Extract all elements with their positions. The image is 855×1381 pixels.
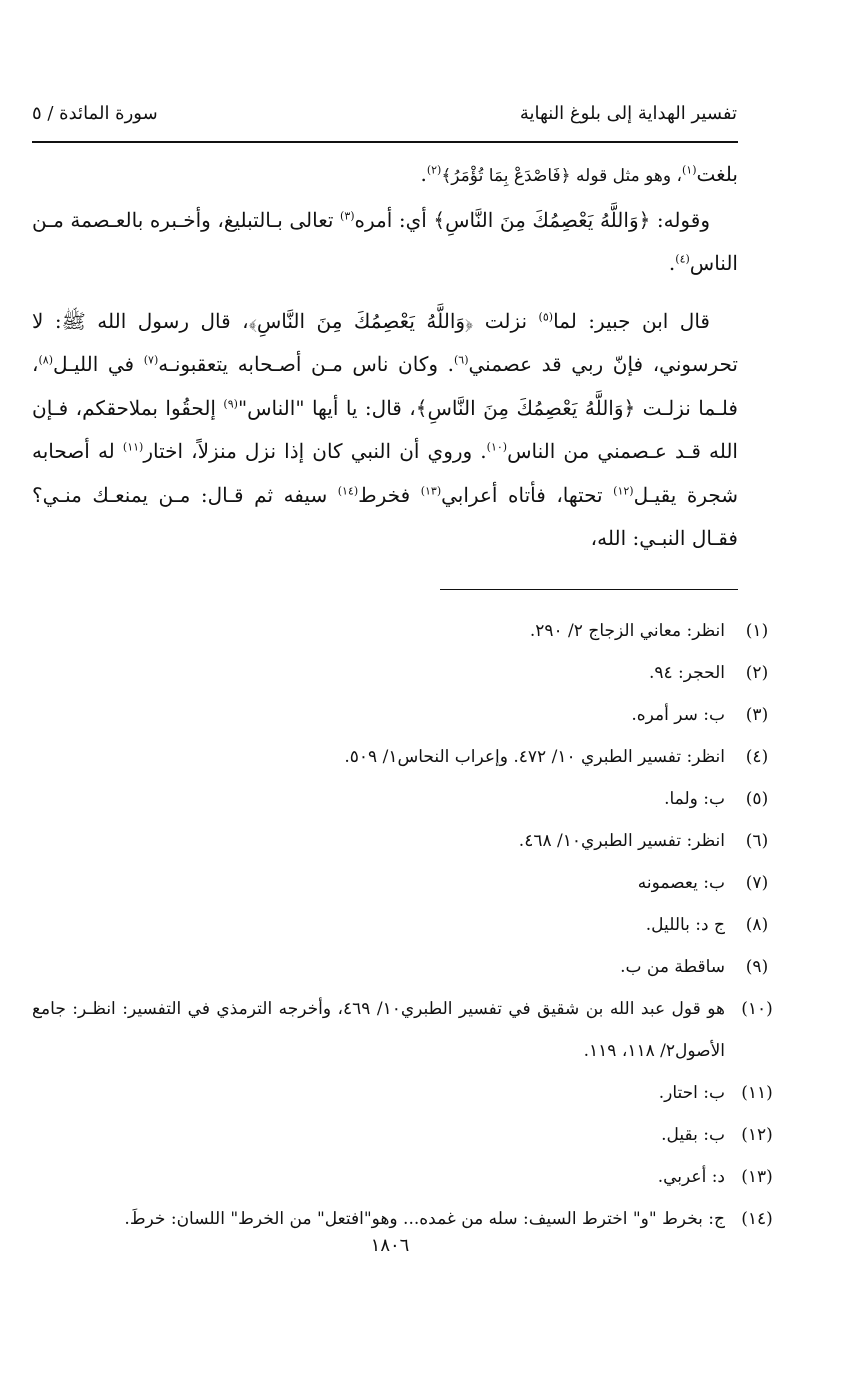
footnote-number: (١١) xyxy=(741,1083,773,1103)
footnote-number: (٤) xyxy=(745,747,769,767)
running-header xyxy=(32,96,737,130)
footnote-ref: (١٣) xyxy=(420,483,442,497)
footnote-ref: (٧) xyxy=(143,353,159,367)
footnote-item xyxy=(32,778,777,820)
footnote-number: (٦) xyxy=(745,831,769,851)
text-run: قال ابن جبير: لما xyxy=(553,308,710,333)
text-run: تعالى بـالتبليغ، وأخـبره بالعـصمة مـن الناس xyxy=(32,207,738,275)
main-text xyxy=(32,153,738,575)
text-run: سيفه ثم قـال: مـن يمنعـك منـي؟ فقـال النبـي: الله، xyxy=(32,482,738,550)
footnote-ref: (٦) xyxy=(453,353,469,367)
footnote-item xyxy=(32,694,777,736)
footnote-number: (١٤) xyxy=(741,1209,773,1229)
paragraph-1 xyxy=(32,153,738,199)
paragraph-3 xyxy=(32,300,738,561)
footnote-ref: (٣) xyxy=(340,208,355,222)
footnote-item xyxy=(32,904,777,946)
footnote-divider xyxy=(440,589,738,590)
footnote-item xyxy=(32,652,777,694)
footnote-text: الحجر: ٩٤. xyxy=(648,663,725,683)
footnote-number: (١٠) xyxy=(741,999,773,1019)
footnote-text: انظر: تفسير الطبري١٠/ ٤٦٨. xyxy=(518,831,725,851)
page-number: ١٨٠٦ xyxy=(370,1235,410,1256)
footnote-item xyxy=(32,610,777,652)
footnote-text: انظر: معاني الزجاج ٢/ ٢٩٠. xyxy=(529,621,725,641)
text-run: نزلت ﴿وَاللَّهُ يَعْصِمُكَ مِنَ النَّاسِ﴾، قال رسول الله ﷺ: لا تحرسوني، فإنّ ربي قد عصمني xyxy=(32,308,738,376)
footnote-text: ب: يعصمونه xyxy=(637,873,725,893)
book-title: تفسير الهداية إلى بلوغ النهاية xyxy=(519,102,737,124)
footnote-text: ب: ولما. xyxy=(664,789,725,809)
footnotes-section xyxy=(32,610,777,1240)
text-run: . xyxy=(668,251,676,275)
text-run: إلحقُوا بملاحقكم، فـإن الله قـد عـصمني من الناس xyxy=(32,395,738,463)
text-run: ، فلـما نزلـت ﴿وَاللَّهُ يَعْصِمُكَ مِنَ النَّاسِ﴾، قال: يا أيها "الناس" xyxy=(32,352,738,420)
footnote-item xyxy=(32,1198,777,1240)
footnote-number: (١٢) xyxy=(741,1125,773,1145)
footnote-number: (٣) xyxy=(745,705,769,725)
paragraph-2 xyxy=(32,199,738,286)
footnote-ref: (٩) xyxy=(223,396,238,410)
footnote-item xyxy=(32,1114,777,1156)
text-run: له أصحابه شجرة يقيـل xyxy=(32,439,739,507)
text-run: . وروي أن النبي كان إذا نزل منزلاً، اختار xyxy=(143,439,487,463)
footnote-text: ب: بقيل. xyxy=(661,1125,725,1145)
footnote-ref: (١٢) xyxy=(613,483,634,497)
footnote-item xyxy=(32,862,777,904)
footnote-number: (٩) xyxy=(745,957,769,977)
footnote-text: ب: سر أمره. xyxy=(631,705,725,725)
footnote-text: هو قول عبد الله بن شقيق في تفسير الطبري١٠/ ٤٦٩، وأخرجه الترمذي في التفسير: انظـر: جامع الأصول٢/ ١١٨، ١١٩. xyxy=(32,999,725,1061)
text-run: . وكان ناس مـن أصـحابه يتعقبونـه xyxy=(158,352,454,376)
header-divider xyxy=(32,141,738,143)
footnote-text: ج: بخرط "و" اخترط السيف: سله من غمده... وهو"افتعل" من الخرط" اللسان: خرطَ. xyxy=(124,1209,725,1229)
text-run: فخرط xyxy=(358,482,421,507)
footnote-text: انظر: تفسير الطبري ١٠/ ٤٧٢. وإعراب النحاس١/ ٥٠٩. xyxy=(344,747,725,767)
text-run: ، وهو مثل قوله ﴿فَاصْدَعْ بِمَا تُؤْمَرُ﴾ xyxy=(441,166,682,186)
footnote-ref: (٨) xyxy=(38,353,53,367)
footnote-item xyxy=(32,1072,777,1114)
surah-page-label: سورة المائدة / ٥ xyxy=(32,102,158,124)
text-run: وقوله: ﴿وَاللَّهُ يَعْصِمُكَ مِنَ النَّاسِ﴾ أي: أمره xyxy=(354,207,710,232)
footnote-ref: (٥) xyxy=(538,309,554,323)
footnote-text: ب: احتار. xyxy=(658,1083,725,1103)
footnote-ref: (٤) xyxy=(675,252,690,266)
footnote-number: (٥) xyxy=(745,789,769,809)
footnote-text: د: أعربي. xyxy=(657,1167,725,1187)
text-run: في الليـل xyxy=(52,352,144,376)
text-run: . xyxy=(420,162,427,186)
footnote-item xyxy=(32,988,777,1072)
footnote-ref: (١٤) xyxy=(337,483,359,497)
footnote-ref: (١) xyxy=(682,163,697,177)
footnote-item xyxy=(32,736,777,778)
text-run: بلغت xyxy=(696,162,738,186)
footnote-number: (١) xyxy=(745,621,769,641)
footnote-ref: (١١) xyxy=(122,440,144,454)
footnote-number: (١٣) xyxy=(741,1167,773,1187)
footnote-ref: (٢) xyxy=(426,163,442,177)
footnote-number: (٧) xyxy=(745,873,769,893)
footnote-item xyxy=(32,1156,777,1198)
footnote-ref: (١٠) xyxy=(486,440,508,454)
footnote-item xyxy=(32,946,777,988)
text-run: تحتها، فأتاه أعرابي xyxy=(441,482,614,507)
footnote-text: ج د: بالليل. xyxy=(645,915,725,935)
footnote-text: ساقطة من ب. xyxy=(620,957,725,977)
footnote-item xyxy=(32,820,777,862)
footnote-number: (٢) xyxy=(745,663,769,683)
footnote-number: (٨) xyxy=(745,915,769,935)
